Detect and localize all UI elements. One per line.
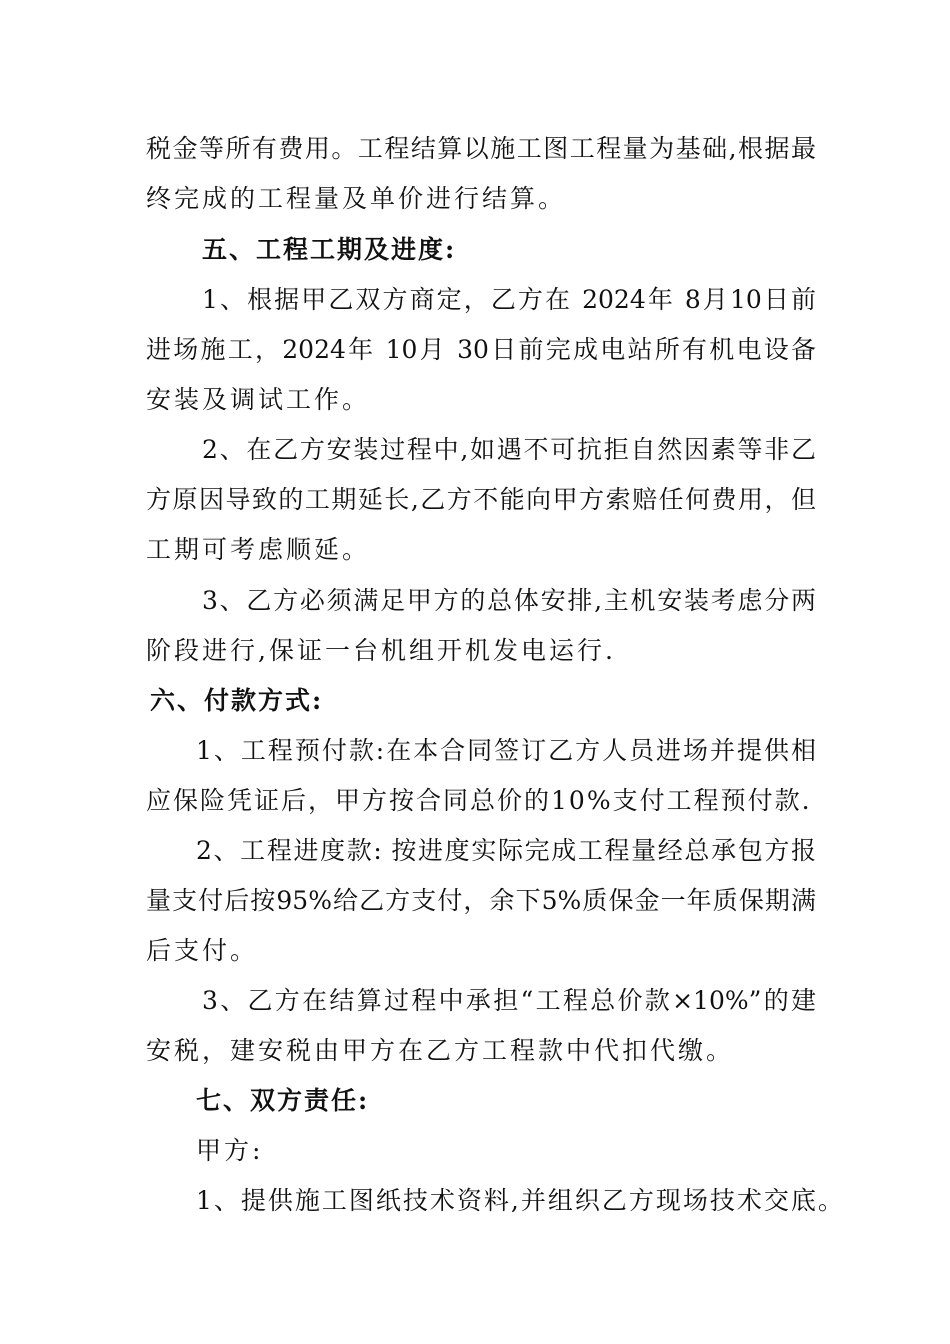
paragraph-line: 税金等所有费用。工程结算以施工图工程量为基础,根据最 [146,134,816,163]
paragraph-line: 后支付。 [146,936,259,965]
paragraph-line: 量支付后按95%给乙方支付，余下5%质保金一年质保期满 [146,886,816,915]
paragraph-line: 进场施工，2024年 10月 30日前完成电站所有机电设备 [146,335,816,364]
paragraph-line: 终完成的工程量及单价进行结算。 [146,184,567,213]
section-heading-7: 七、双方责任: [196,1086,370,1115]
section-heading-6: 六、付款方式: [150,686,324,715]
paragraph-line: 阶段进行,保证一台机组开机发电运行. [146,636,616,665]
paragraph-line: 1、提供施工图纸技术资料,并组织乙方现场技术交底。 [196,1186,845,1215]
section-heading-5: 五、工程工期及进度: [202,235,457,264]
paragraph-line: 2、工程进度款: 按进度实际完成工程量经总承包方报 [196,836,816,865]
paragraph-line: 3、乙方在结算过程中承担“工程总价款×10%”的建 [202,986,816,1015]
paragraph-line: 工期可考虑顺延。 [146,535,371,564]
paragraph-line: 安装及调试工作。 [146,385,371,414]
paragraph-line: 2、在乙方安装过程中,如遇不可抗拒自然因素等非乙 [202,435,816,464]
paragraph-line: 3、乙方必须满足甲方的总体安排,主机安装考虑分两 [202,586,816,615]
paragraph-line: 安税，建安税由甲方在乙方工程款中代扣代缴。 [146,1036,735,1065]
party-a-label: 甲方: [196,1136,264,1165]
paragraph-line: 1、根据甲乙双方商定，乙方在 2024年 8月10日前 [202,285,816,314]
paragraph-line: 方原因导致的工期延长,乙方不能向甲方索赔任何费用，但 [146,485,816,514]
paragraph-line: 1、工程预付款:在本合同签订乙方人员进场并提供相 [196,736,816,765]
paragraph-line: 应保险凭证后，甲方按合同总价的10%支付工程预付款. [146,786,812,815]
